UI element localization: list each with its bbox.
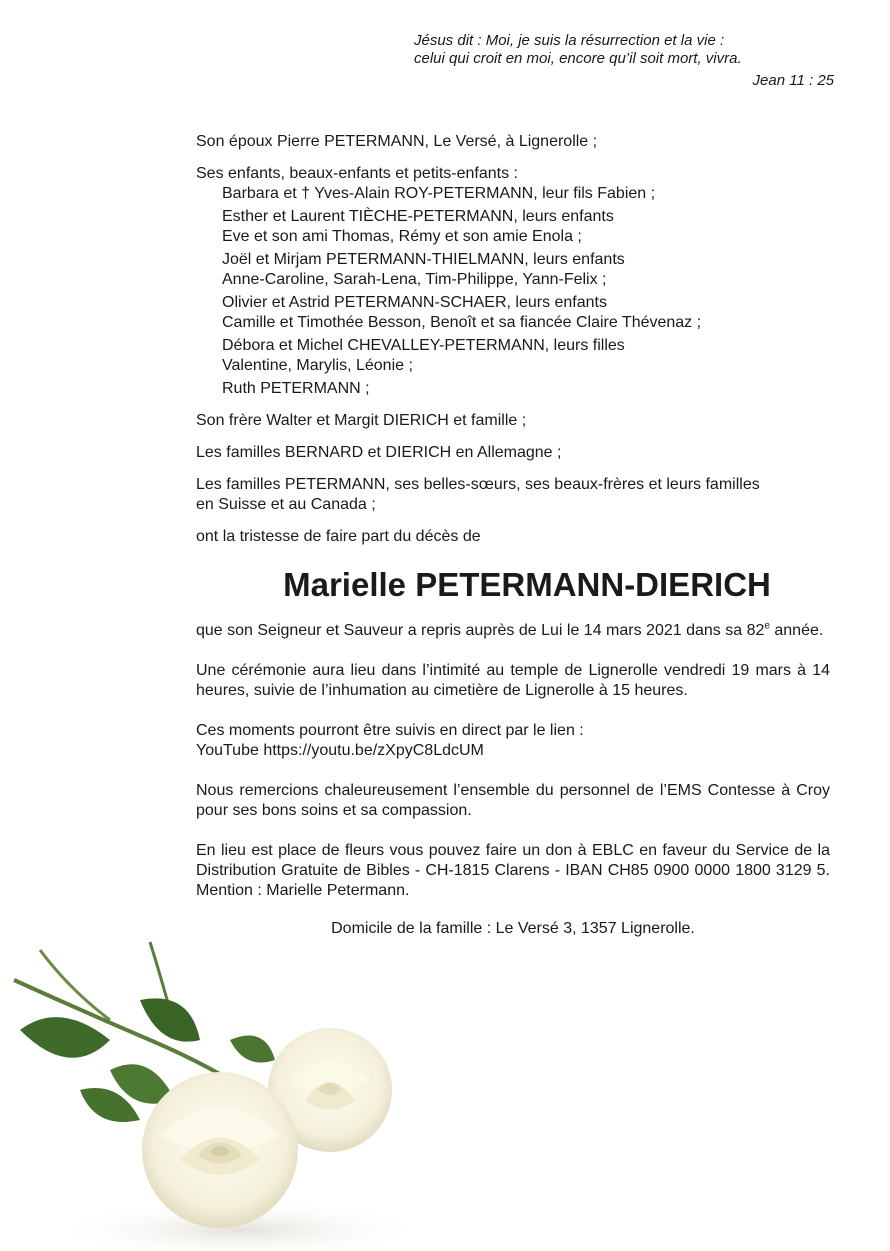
- donation-notice: En lieu est place de fleurs vous pouvez faire un don à EBLC en faveur du Service de la Distribution Gratuite de Bibles - CH-1815 Clarens - IBAN CH85 0900 0000 1800 3129 5. Mention : Marielle Petermann.: [196, 842, 830, 899]
- stream-notice: [196, 721, 830, 761]
- stream-notice-text: Ces moments pourront être suivis en direct par le lien :: [196, 722, 584, 739]
- child-family-4: [222, 293, 830, 333]
- death-notice: [196, 621, 830, 641]
- grandchildren-line: Anne-Caroline, Sarah-Lena, Tim-Philippe, Yann-Felix ;: [222, 271, 607, 288]
- white-roses-photo: [0, 930, 420, 1251]
- children-section: [196, 164, 830, 399]
- verse-line-1: Jésus dit : Moi, je suis la résurrection et la vie :: [414, 32, 725, 49]
- child-family-line: Olivier et Astrid PETERMANN-SCHAER, leurs enfants: [222, 294, 607, 311]
- death-notice-text-end: année.: [769, 622, 824, 639]
- grandchildren-line: Valentine, Marylis, Léonie ;: [222, 357, 413, 374]
- children-list: [196, 184, 830, 399]
- spouse-line: Son époux Pierre PETERMANN, Le Versé, à Lignerolle ;: [196, 133, 598, 150]
- bible-verse: [414, 32, 834, 90]
- obituary-body: [196, 132, 830, 939]
- grandchildren-line: Eve et son ami Thomas, Rémy et son amie Enola ;: [222, 228, 582, 245]
- child-family-3: [222, 250, 830, 290]
- families-germany-line: Les familles BERNARD et DIERICH en Allemagne ;: [196, 444, 562, 461]
- child-family-line: Joël et Mirjam PETERMANN-THIELMANN, leurs enfants: [222, 251, 625, 268]
- announcement-line: ont la tristesse de faire part du décès de: [196, 528, 481, 545]
- child-family-2: [222, 207, 830, 247]
- family-domicile: Domicile de la famille : Le Versé 3, 1357 Lignerolle.: [331, 920, 695, 937]
- youtube-link[interactable]: YouTube https://youtu.be/zXpyC8LdcUM: [196, 742, 484, 759]
- child-family-line: Esther et Laurent TIÈCHE-PETERMANN, leurs enfants: [222, 208, 614, 225]
- children-intro: Ses enfants, beaux-enfants et petits-enfants :: [196, 165, 518, 182]
- verse-line-2: celui qui croit en moi, encore qu’il soit mort, vivra.: [414, 50, 742, 67]
- death-notice-text: que son Seigneur et Sauveur a repris auprès de Lui le 14 mars 2021 dans sa 82: [196, 622, 765, 639]
- thanks-notice: Nous remercions chaleureusement l’ensemble du personnel de l’EMS Contesse à Croy pour ses bons soins et sa compassion.: [196, 782, 830, 819]
- families-other-line-1: Les familles PETERMANN, ses belles-sœurs, ses beaux-frères et leurs familles: [196, 476, 760, 493]
- families-other-line-2: en Suisse et au Canada ;: [196, 496, 376, 513]
- child-family-line: Barbara et † Yves-Alain ROY-PETERMANN, leur fils Fabien ;: [222, 185, 656, 202]
- grandchildren-line: Camille et Timothée Besson, Benoît et sa fiancée Claire Thévenaz ;: [222, 314, 702, 331]
- deceased-name: Marielle PETERMANN-DIERICH: [283, 566, 771, 603]
- families-other: [196, 475, 830, 515]
- child-family-line: Débora et Michel CHEVALLEY-PETERMANN, leurs filles: [222, 337, 625, 354]
- rose-front: [142, 1072, 298, 1228]
- ordinal-suffix: e: [764, 620, 770, 632]
- ceremony-notice: Une cérémonie aura lieu dans l’intimité au temple de Lignerolle vendredi 19 mars à 14 heures, suivie de l’inhumation au cimetière de Lignerolle à 15 heures.: [196, 662, 830, 699]
- child-family-line: Ruth PETERMANN ;: [222, 380, 370, 397]
- child-family-6: [222, 379, 830, 399]
- brother-line: Son frère Walter et Margit DIERICH et famille ;: [196, 412, 527, 429]
- child-family-5: [222, 336, 830, 376]
- child-family-1: [222, 184, 830, 204]
- verse-reference: Jean 11 : 25: [752, 72, 834, 89]
